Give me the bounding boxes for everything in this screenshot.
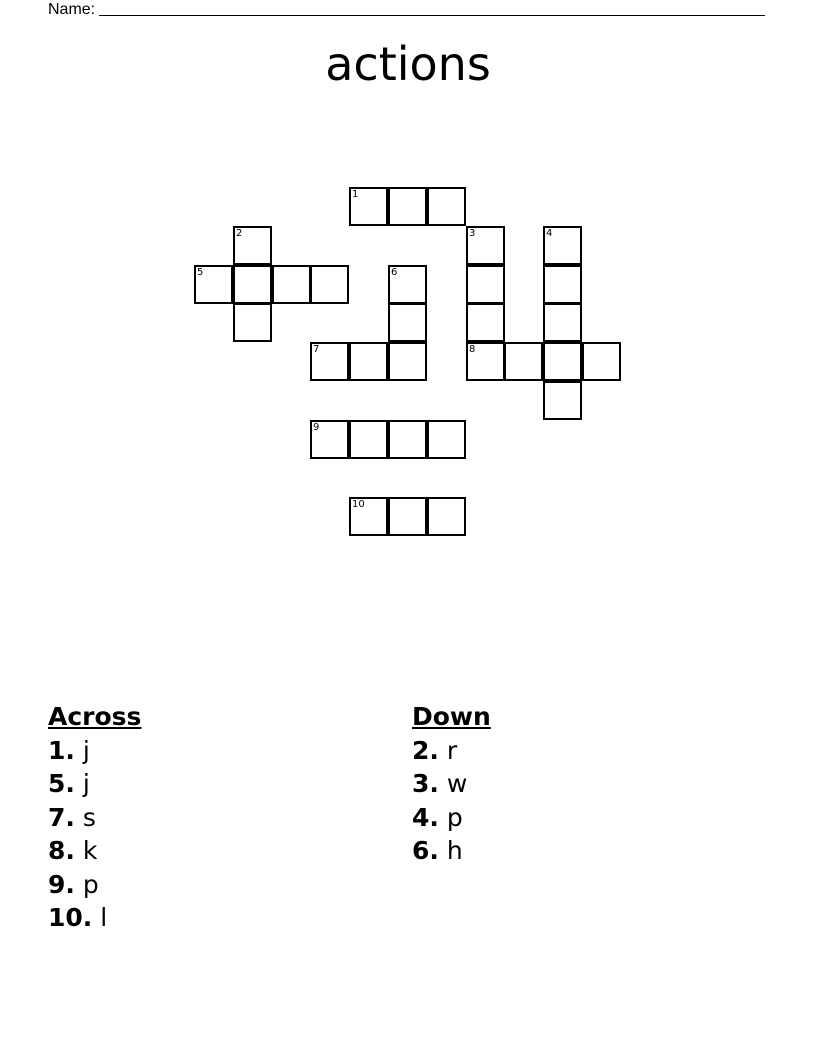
grid-cell[interactable] [310,265,349,304]
clue-number: 5. [48,769,75,799]
grid-cell[interactable] [388,342,427,381]
clue-number: 6. [412,836,439,866]
grid-cell[interactable] [388,187,427,226]
clue-item [48,734,141,767]
cell-number: 2 [236,228,243,239]
clue-text: h [446,836,463,866]
grid-cell[interactable] [504,342,543,381]
clue-number: 7. [48,802,75,832]
cell-number: 10 [352,499,365,510]
clue-number: 2. [412,736,439,765]
grid-cell[interactable] [543,303,582,342]
grid-cell[interactable] [543,265,582,304]
grid-cell[interactable] [466,303,505,342]
grid-cell[interactable] [349,420,388,459]
cell-number: 8 [469,344,476,355]
grid-cell[interactable] [427,187,466,226]
clue-text: s [82,802,96,832]
grid-cell[interactable] [388,303,427,342]
clue-item [48,801,141,834]
grid-cell[interactable] [349,497,388,536]
clue-item [412,801,491,834]
clue-text: j [82,736,90,765]
grid-cell[interactable] [233,226,272,265]
clue-number: 10. [48,903,93,933]
clue-text: p [82,869,99,899]
cell-number: 4 [546,228,553,239]
grid-cell[interactable] [310,420,349,459]
name-label: Name: [48,1,96,18]
grid-cell[interactable] [466,226,505,265]
clue-item [48,868,141,901]
clue-item [48,767,141,800]
clue-item [412,734,491,767]
down-heading: Down [412,702,491,731]
grid-cell[interactable] [388,265,427,304]
grid-cell[interactable] [427,420,466,459]
grid-cell[interactable] [466,265,505,304]
clue-number: 3. [412,769,439,799]
cell-number: 6 [391,267,398,278]
grid-cell[interactable] [310,342,349,381]
grid-cell[interactable] [427,497,466,536]
cell-number: 7 [313,344,320,355]
clue-item [48,901,141,934]
clue-text: w [446,769,468,799]
grid-cell[interactable] [388,420,427,459]
across-heading: Across [48,702,142,731]
clue-text: j [82,769,90,799]
across-clue-list [48,734,141,934]
clue-number: 1. [48,736,75,765]
grid-cell[interactable] [233,265,272,304]
grid-cell[interactable] [543,342,582,381]
cell-number: 1 [352,189,359,200]
clue-text: k [82,836,98,866]
clue-number: 8. [48,836,75,866]
puzzle-title: actions [325,37,491,91]
grid-cell[interactable] [349,187,388,226]
grid-cell[interactable] [543,381,582,420]
clue-item [412,767,491,800]
across-clues [48,700,141,934]
grid-cell[interactable] [466,342,505,381]
clue-text: p [446,802,463,832]
cell-number: 5 [197,267,204,278]
clue-item [48,834,141,867]
grid-cell[interactable] [349,342,388,381]
down-clue-list [412,734,491,868]
grid-cell[interactable] [233,303,272,342]
down-clues [412,700,491,868]
grid-cell[interactable] [272,265,311,304]
grid-cell[interactable] [543,226,582,265]
cell-number: 9 [313,422,320,433]
grid-cell[interactable] [582,342,621,381]
cell-number: 3 [469,228,476,239]
clue-number: 4. [412,802,439,832]
grid-cell[interactable] [388,497,427,536]
clue-number: 9. [48,869,75,899]
clue-text: r [446,736,458,765]
clue-text: l [100,903,108,933]
clue-item [412,834,491,867]
grid-cell[interactable] [194,265,233,304]
